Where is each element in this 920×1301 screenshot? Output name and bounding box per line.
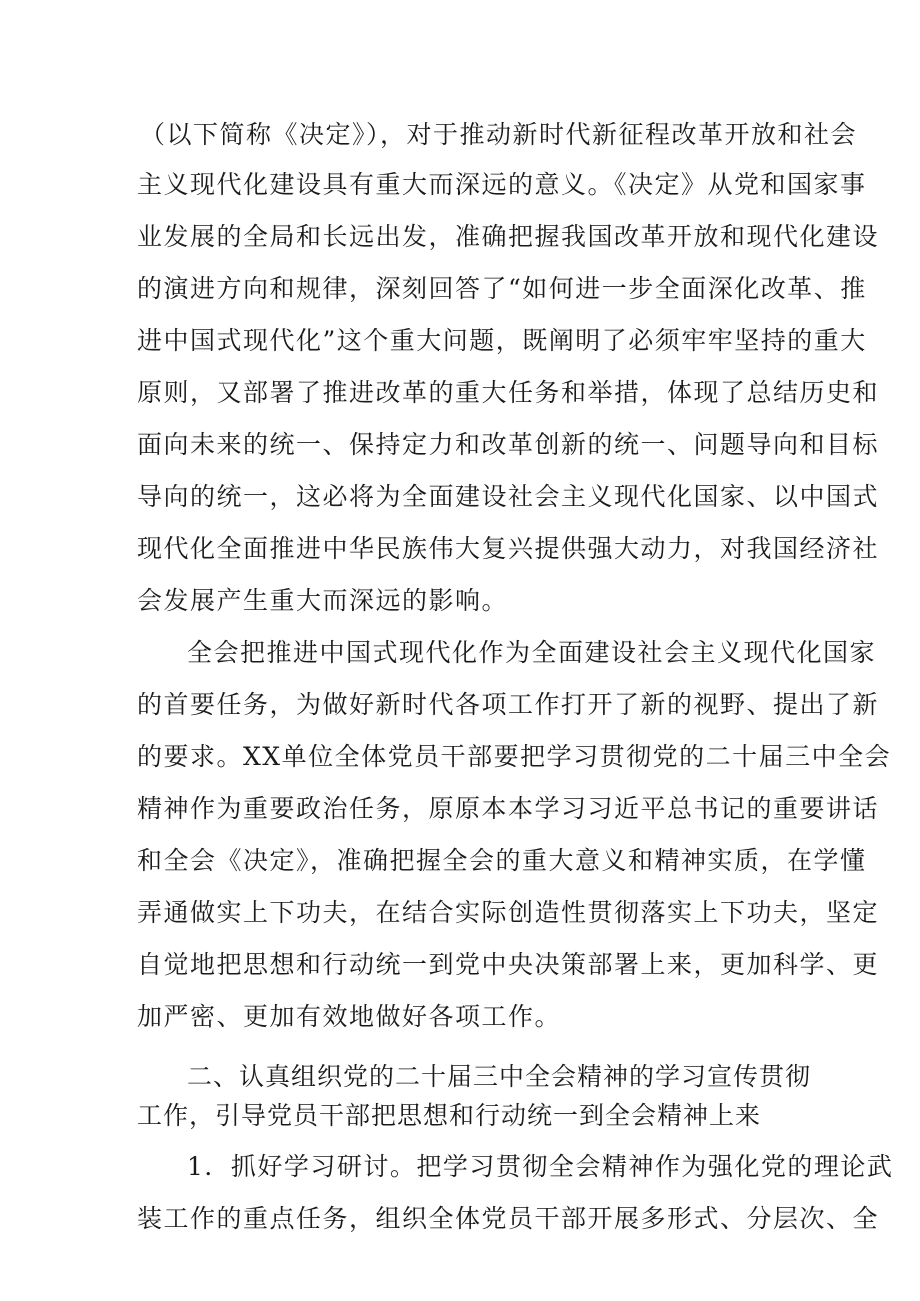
- text-line: 装工作的重点任务，组织全体党员干部开展多形式、分层次、全: [137, 1204, 880, 1233]
- text-line: 精神作为重要政治任务，原原本本学习习近平总书记的重要讲话: [137, 794, 880, 823]
- text-line: 全会把推进中国式现代化作为全面建设社会主义现代化国家: [187, 638, 877, 667]
- text-line: 现代化全面推进中华民族伟大复兴提供强大动力，对我国经济社: [137, 534, 880, 563]
- text-line: 和全会《决定》，准确把握全会的重大意义和精神实质，在学懂: [137, 846, 867, 875]
- text-line: （以下简称《决定》），对于推动新时代新征程改革开放和社会: [140, 120, 858, 149]
- text-line: 的要求。XX单位全体党员干部要把学习贯彻党的二十届三中全会: [137, 742, 892, 771]
- text-line: 的演进方向和规律，深刻回答了“如何进一步全面深化改革、推: [137, 274, 867, 303]
- text-line: 的首要任务，为做好新时代各项工作打开了新的视野、提出了新: [137, 690, 880, 719]
- text-line: 原则，又部署了推进改革的重大任务和举措，体现了总结历史和: [137, 378, 880, 407]
- text-line: 会发展产生重大而深远的影响。: [137, 586, 509, 615]
- heading-line: 二、认真组织党的二十届三中全会精神的学习宣传贯彻: [187, 1062, 812, 1091]
- text-line: 自觉地把思想和行动统一到党中央决策部署上来，更加科学、更: [137, 950, 880, 979]
- text-line: 弄通做实上下功夫，在结合实际创造性贯彻落实上下功夫，坚定: [137, 898, 880, 927]
- text-line: 业发展的全局和长远出发，准确把握我国改革开放和现代化建设: [137, 222, 880, 251]
- heading-line: 工作，引导党员干部把思想和行动统一到全会精神上来: [137, 1101, 762, 1130]
- text-line: 1．抓好学习研讨。把学习贯彻全会精神作为强化党的理论武: [187, 1152, 894, 1181]
- text-line: 加严密、更加有效地做好各项工作。: [137, 1002, 562, 1031]
- text-line: 主义现代化建设具有重大而深远的意义。《决定》从党和国家事: [137, 170, 867, 199]
- text-line: 导向的统一，这必将为全面建设社会主义现代化国家、以中国式: [137, 482, 880, 511]
- text-line: 进中国式现代化”这个重大问题，既阐明了必须牢牢坚持的重大: [137, 326, 867, 355]
- text-line: 面向未来的统一、保持定力和改革创新的统一、问题导向和目标: [137, 430, 880, 459]
